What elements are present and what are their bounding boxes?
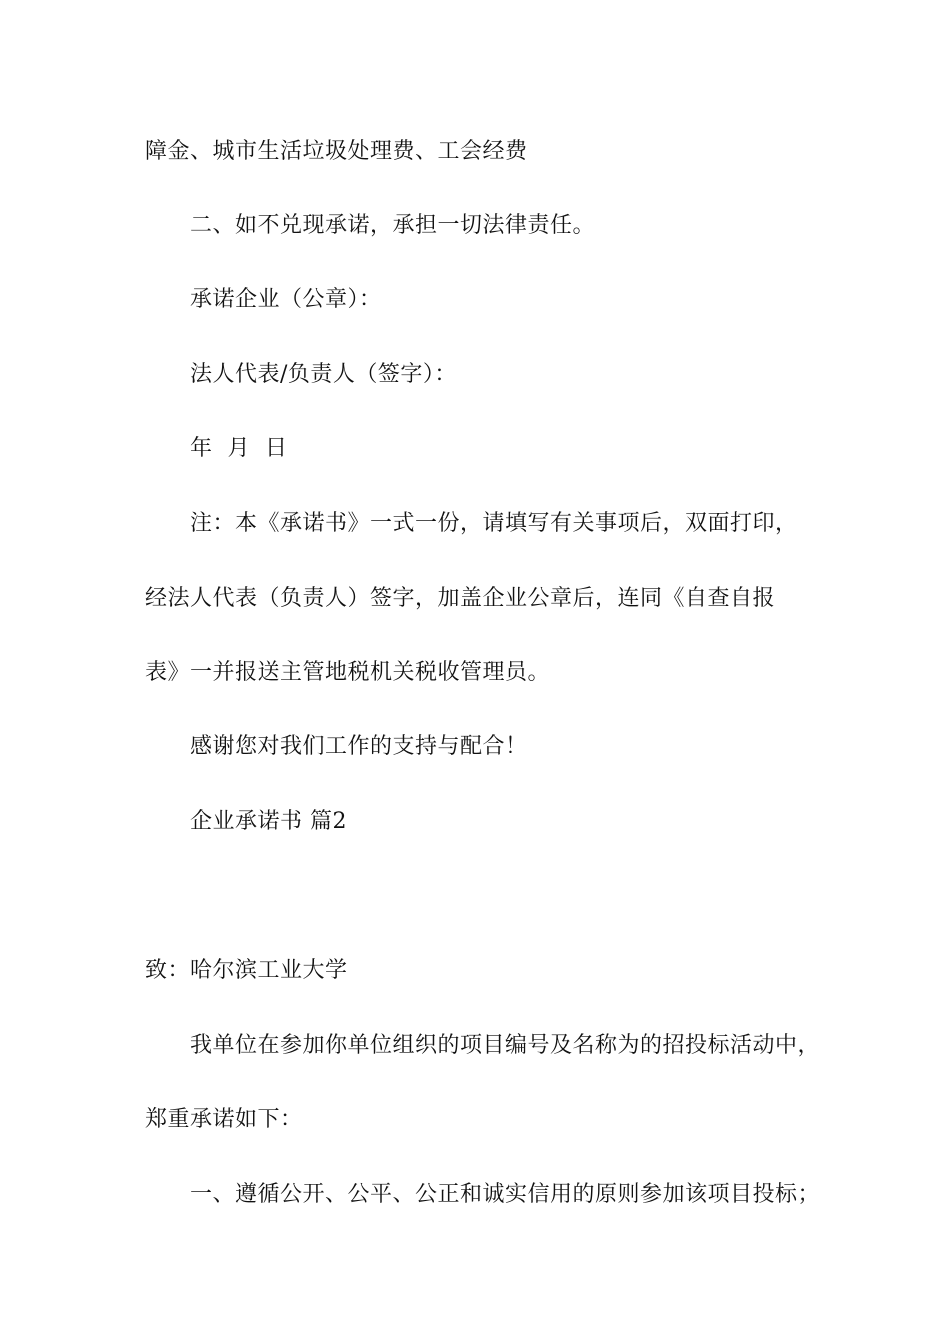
signature-representative-label: 法人代表/负责人（签字）： <box>190 362 457 387</box>
note-paragraph-line: 注：本《承诺书》一式一份，请填写有关事项后，双面打印， <box>190 511 798 536</box>
paragraph-line: 一、遵循公开、公平、公正和诚实信用的原则参加该项目投标； <box>190 1182 821 1207</box>
paragraph-line: 二、如不兑现承诺，承担一切法律责任。 <box>190 213 596 238</box>
date-line: 年 月 日 <box>190 436 288 461</box>
paragraph-line: 郑重承诺如下： <box>145 1107 303 1132</box>
addressee-line: 致：哈尔滨工业大学 <box>145 958 348 983</box>
thanks-line: 感谢您对我们工作的支持与配合！ <box>190 734 528 759</box>
paragraph-line: 我单位在参加你单位组织的项目编号及名称为的招投标活动中， <box>190 1033 821 1058</box>
section-heading: 企业承诺书 篇2 <box>190 809 347 834</box>
signature-company-label: 承诺企业（公章）： <box>190 287 382 312</box>
paragraph-line: 障金、城市生活垃圾处理费、工会经费 <box>145 139 528 164</box>
note-paragraph-line: 表》一并报送主管地税机关税收管理员。 <box>145 660 551 685</box>
note-paragraph-line: 经法人代表（负责人）签字，加盖企业公章后，连同《自查自报 <box>145 586 776 611</box>
